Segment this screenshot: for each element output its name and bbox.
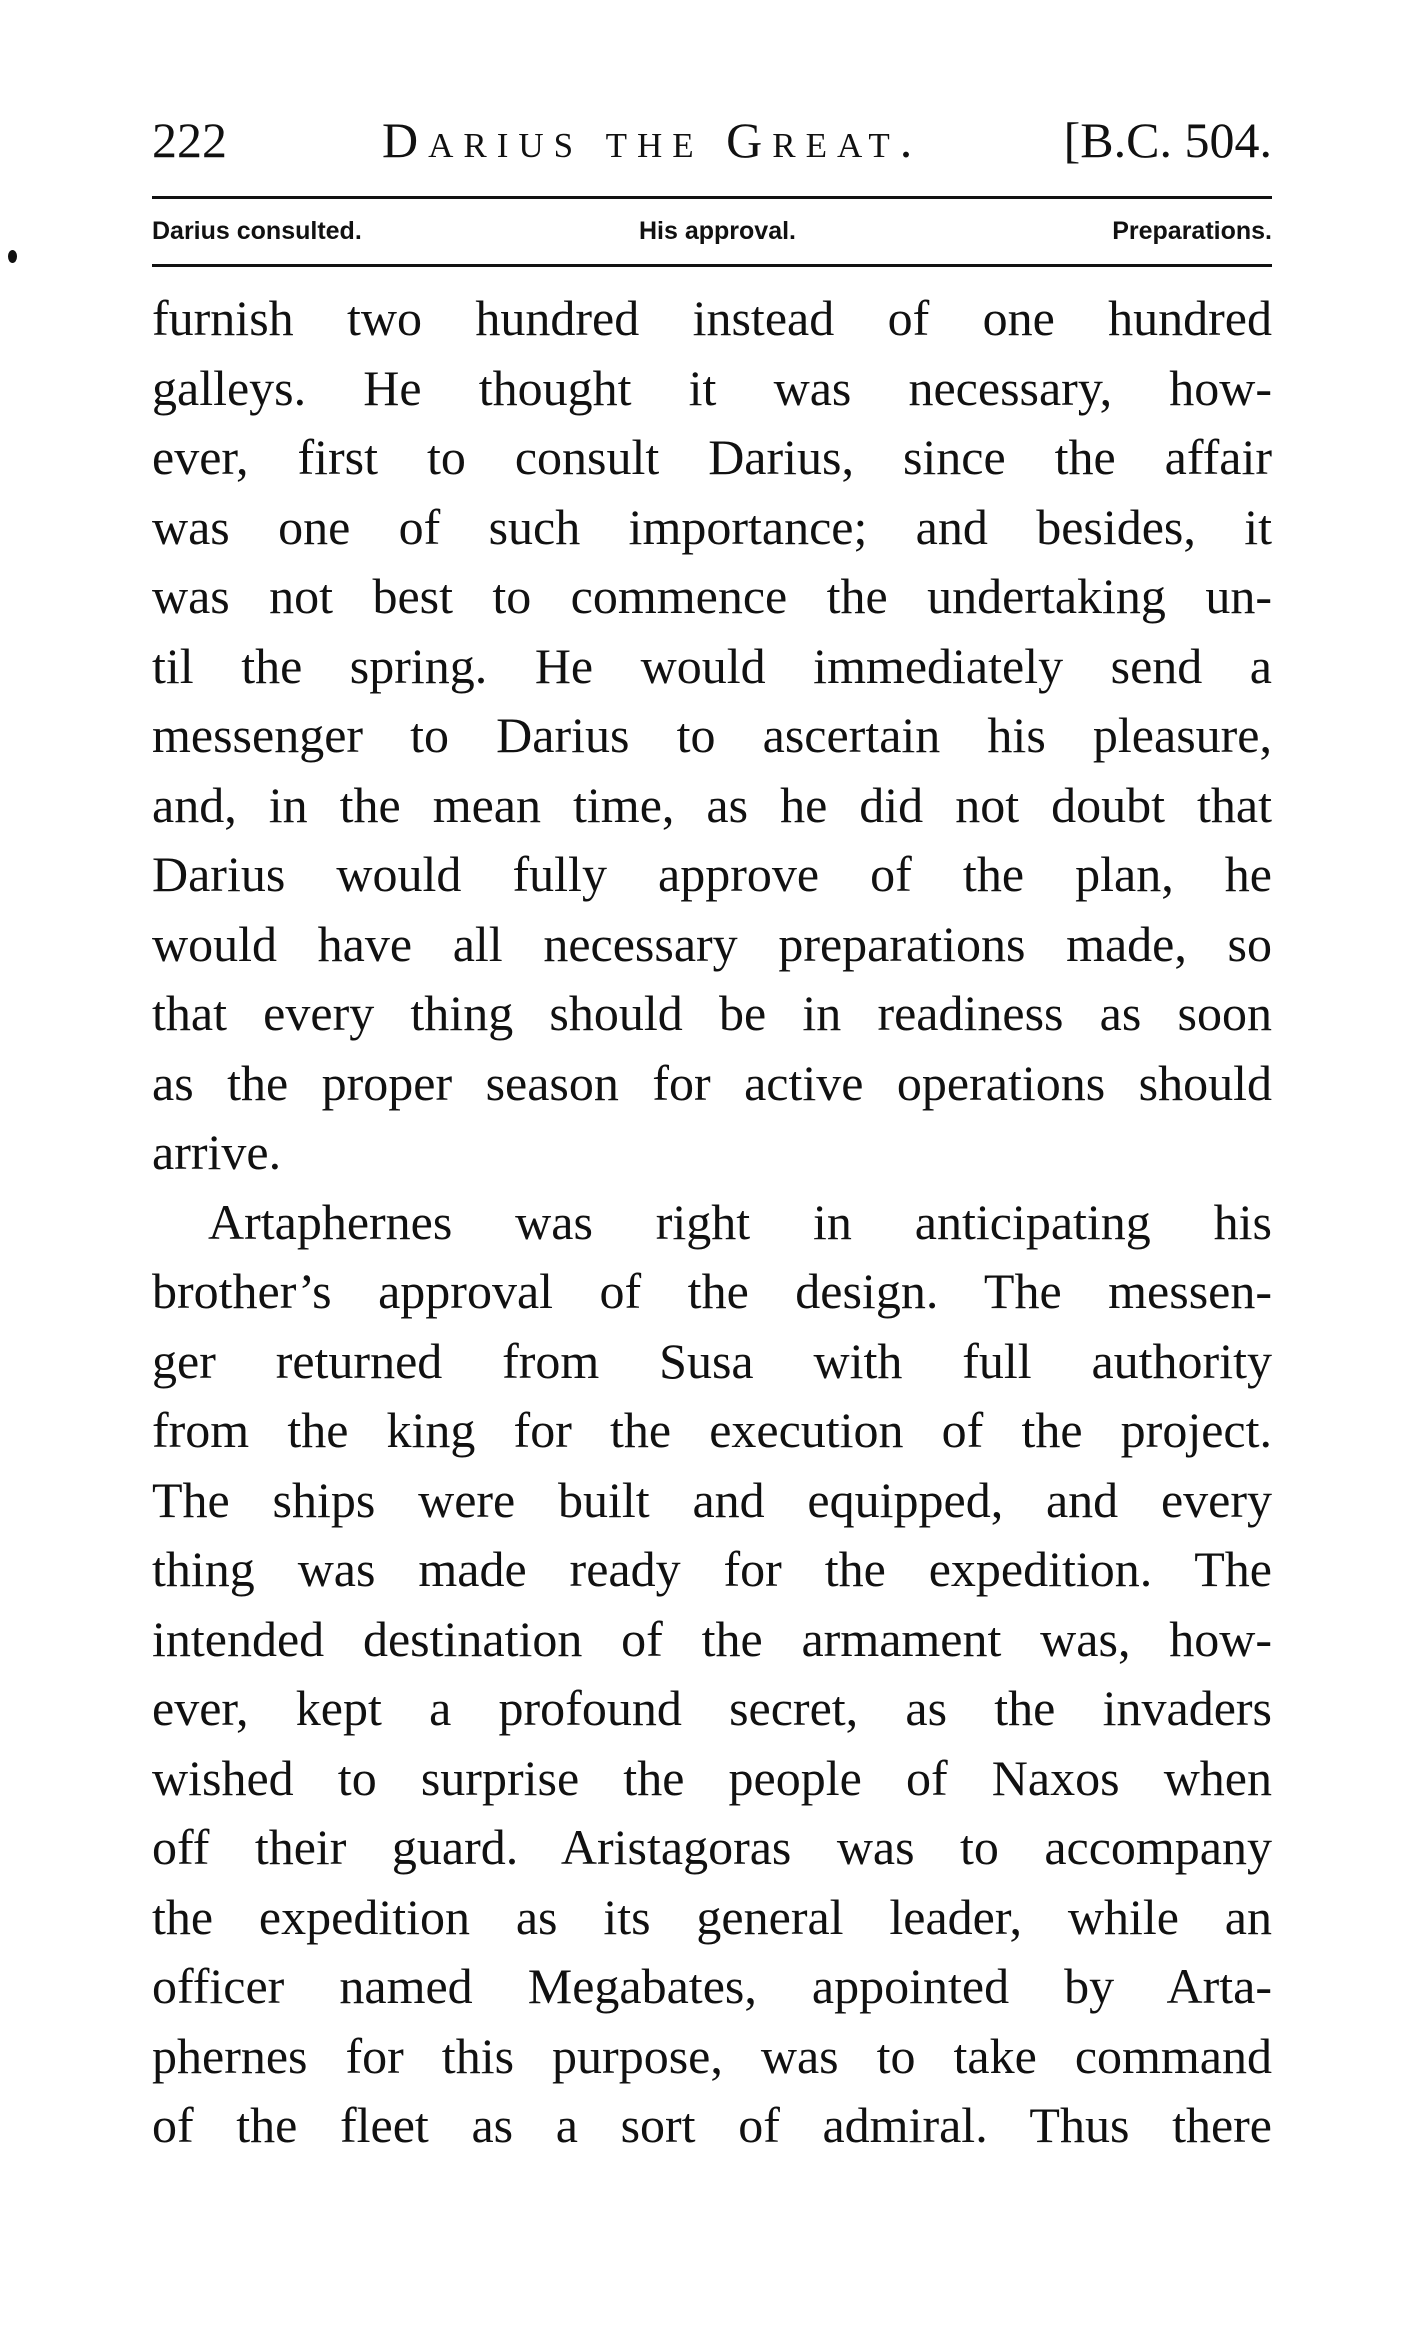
text-line: Artaphernes was right in anticipating his xyxy=(208,1193,1272,1250)
text-line: and, in the mean time, as he did not doubt that xyxy=(152,776,1272,833)
text-line: that every thing should be in readiness as soon xyxy=(152,985,1272,1041)
text-line: furnish two hundred instead of one hundred xyxy=(152,290,1272,346)
shoulder-note-left: Darius consulted. xyxy=(152,217,362,245)
shoulder-note-center: His approval. xyxy=(639,217,796,245)
running-head xyxy=(152,108,1272,172)
text-line: thing was made ready for the expedition. The xyxy=(152,1541,1272,1597)
shoulder-notes xyxy=(152,208,1272,254)
header-rule-top xyxy=(152,196,1272,199)
text-line: intended destination of the armament was, how- xyxy=(152,1610,1272,1667)
text-line: ger returned from Susa with full authority xyxy=(152,1332,1272,1389)
text-line: off their guard. Aristagoras was to accompany xyxy=(152,1819,1272,1875)
text-line: galleys. He thought it was necessary, how- xyxy=(152,359,1272,416)
text-line: would have all necessary preparations made, so xyxy=(152,915,1272,972)
date-reference: [B.C. 504. xyxy=(1063,112,1272,168)
text-line: from the king for the execution of the project. xyxy=(152,1402,1272,1458)
text-line: arrive. xyxy=(152,1124,282,1180)
text-line: brother’s approval of the design. The messen- xyxy=(152,1263,1272,1319)
text-line: ever, first to consult Darius, since the affair xyxy=(152,429,1272,485)
body-text xyxy=(152,284,1272,2161)
shoulder-note-right: Preparations. xyxy=(1112,217,1272,245)
book-title: Darius the Great. xyxy=(382,112,923,168)
text-line: was one of such importance; and besides, it xyxy=(152,498,1272,555)
header-rule-bottom xyxy=(152,264,1272,267)
text-line: officer named Megabates, appointed by Arta- xyxy=(152,1958,1272,2014)
text-line: phernes for this purpose, was to take command xyxy=(152,2027,1272,2084)
page-number: 222 xyxy=(152,112,227,168)
text-line: wished to surprise the people of Naxos when xyxy=(152,1749,1272,1806)
text-line: til the spring. He would immediately send a xyxy=(152,637,1272,694)
paragraph-1 xyxy=(152,284,1272,1188)
text-line: messenger to Darius to ascertain his pleasure, xyxy=(152,707,1272,763)
text-line: was not best to commence the undertaking un- xyxy=(152,568,1272,624)
text-line: ever, kept a profound secret, as the invaders xyxy=(152,1680,1272,1736)
text-line: as the proper season for active operations should xyxy=(152,1054,1272,1111)
ink-spot xyxy=(8,250,17,263)
text-line: The ships were built and equipped, and every xyxy=(152,1471,1272,1528)
text-line: the expedition as its general leader, while an xyxy=(152,1888,1272,1945)
paragraph-2 xyxy=(152,1188,1272,2161)
text-line: Darius would fully approve of the plan, he xyxy=(152,846,1272,902)
text-line: of the fleet as a sort of admiral. Thus there xyxy=(152,2097,1272,2153)
